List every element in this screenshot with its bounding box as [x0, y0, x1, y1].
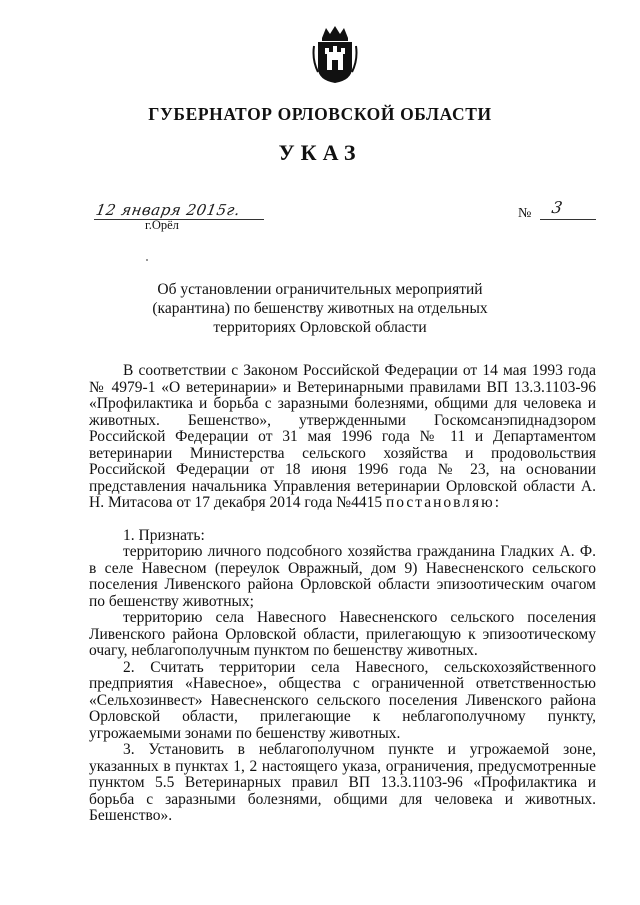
- subject-line: Об установлении ограничительных мероприятий: [157, 281, 483, 298]
- decree-subject: [110, 280, 530, 337]
- handwritten-date: 12 января 2015г.: [94, 201, 242, 219]
- preamble-paragraph: [89, 363, 596, 512]
- subject-line: (карантина) по бешенству животных на отдельных: [152, 300, 488, 317]
- clause-1a: территорию личного подсобного хозяйства гражданина Гладких А. Ф. в селе Навесном (переулок Овражный, дом 9) Навесненского сельского поселения Ливенского района Орловской области эпизоотическим очагом по бешенству животных;: [89, 543, 596, 610]
- decree-verb: постановляю:: [385, 494, 502, 511]
- clause-3: 3. Установить в неблагополучном пункте и угрожаемой зоне, указанных в пунктах 1, 2 настоящего указа, ограничения, предусмотренные пунктом 5.5 Ветеринарных правил ВП 13.3.1103-96 «Профилактика и борьба с заразными болезнями, общими для человека и животных. Бешенство».: [89, 741, 596, 824]
- decree-body: [89, 363, 596, 825]
- issuer-title: ГУБЕРНАТОР ОРЛОВСКОЙ ОБЛАСТИ: [148, 104, 492, 124]
- coat-of-arms-icon: [312, 24, 358, 84]
- handwritten-number: 3: [550, 198, 564, 217]
- issue-city: г.Орёл: [145, 218, 179, 232]
- number-label: №: [518, 206, 532, 221]
- preamble-text: В соответствии с Законом Российской Федерации от 14 мая 1993 года № 4979-1 «О ветеринарии» и Ветеринарными правилами ВП 13.3.1103-96 «Профилактика и борьба с заразными болезнями, общими для человека и животных. Бешенство», утвержденными Госкомсанэпиднадзором Российской Федерации от 31 мая 1996 года № 11 и Департаментом ветеринарии Министерства сельского хозяйства и продовольствия Российской Федерации от 18 июня 1996 года № 23, на основании представления начальника Управления ветеринарии Орловской области А. Н. Митасова от 17 декабря 2014 года №4415: [89, 362, 596, 511]
- document-type: УКАЗ: [278, 140, 362, 165]
- clause-1-title: 1. Признать:: [123, 526, 205, 544]
- subject-line: территориях Орловской области: [213, 319, 427, 336]
- clause-1b: территорию села Навесного Навесненского сельского поселения Ливенского района Орловской области, прилегающую к эпизоотическому очагу, неблагополучным пунктом по бешенству животных.: [89, 609, 596, 659]
- clause-2: 2. Считать территории села Навесного, сельскохозяйственного предприятия «Навесное», общества с ограниченной ответственностью «Сельхозинвест» Навесненского сельского поселения Ливенского района Орловской области, прилегающие к неблагополучному пункту, угрожаемыми зонами по бешенству животных.: [89, 658, 596, 742]
- number-underline: [540, 207, 596, 220]
- scan-speck: [146, 259, 148, 261]
